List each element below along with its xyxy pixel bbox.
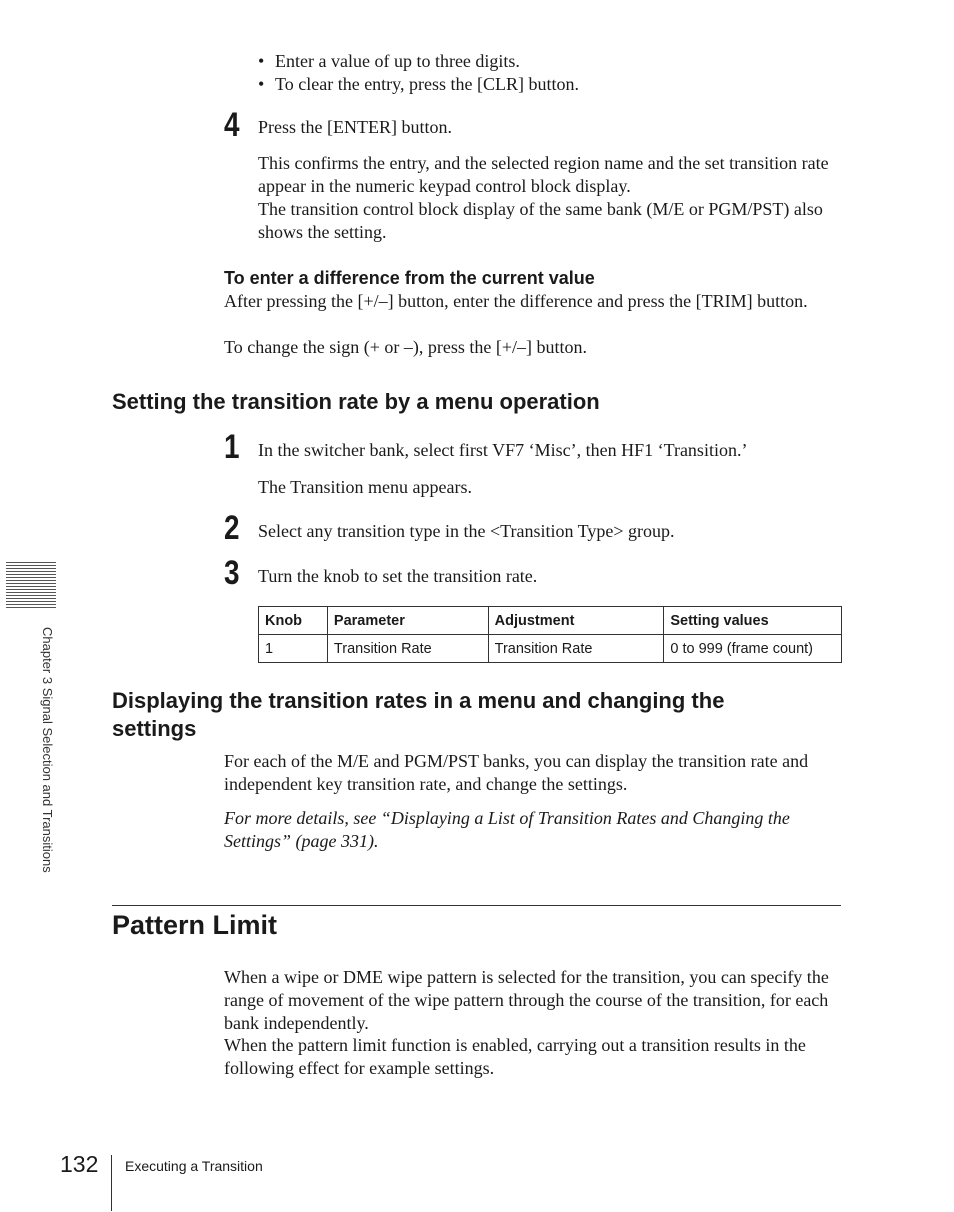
step-paragraph: The transition control block display of the same bank (M/E or PGM/PST) also shows the setting. [258, 199, 823, 242]
footer-divider [111, 1155, 112, 1211]
step-number: 3 [224, 554, 240, 592]
step-text: Turn the knob to set the transition rate. [258, 566, 538, 586]
table-row [259, 635, 842, 663]
chapter-divider [112, 905, 841, 906]
page-number: 132 [60, 1151, 99, 1177]
table-cell: Transition Rate [327, 635, 488, 663]
step-note: The Transition menu appears. [258, 477, 472, 497]
subsection-heading: To enter a difference from the current value [224, 268, 595, 288]
chapter-side-label: Chapter 3 Signal Selection and Transitions [40, 627, 55, 873]
body-paragraph: After pressing the [+/–] button, enter the difference and press the [TRIM] button. [224, 291, 808, 311]
bullet-item: • To clear the entry, press the [CLR] button. [258, 73, 579, 96]
body-paragraph: When the pattern limit function is enabled, carrying out a transition results in the following effect for example settings. [224, 1035, 806, 1078]
body-paragraph: When a wipe or DME wipe pattern is selected for the transition, you can specify the range of movement of the wipe pattern through the course of the transition, for each bank independently. [224, 967, 829, 1033]
body-paragraph: For each of the M/E and PGM/PST banks, you can display the transition rate and independent key transition rate, and change the settings. [224, 751, 809, 794]
table-header-cell: Setting values [664, 607, 842, 635]
body-paragraph: To change the sign (+ or –), press the [+/–] button. [224, 337, 587, 357]
bullet-list [258, 50, 579, 96]
step-text: In the switcher bank, select first VF7 ‘Misc’, then HF1 ‘Transition.’ [258, 440, 748, 460]
footer-section-title: Executing a Transition [125, 1158, 263, 1174]
parameter-table [258, 606, 842, 663]
step-text: Press the [ENTER] button. [258, 117, 452, 137]
table-header-cell: Adjustment [488, 607, 664, 635]
section-heading-line: settings [112, 716, 197, 741]
step-text: Select any transition type in the <Transition Type> group. [258, 521, 675, 541]
step-number: 1 [224, 428, 240, 466]
chapter-tab-marks [6, 562, 56, 612]
section-heading: Setting the transition rate by a menu operation [112, 389, 600, 414]
table-cell: 1 [259, 635, 328, 663]
table-header-cell: Knob [259, 607, 328, 635]
bullet-item: • Enter a value of up to three digits. [258, 50, 579, 73]
table-cell: Transition Rate [488, 635, 664, 663]
table-header-cell: Parameter [327, 607, 488, 635]
step-paragraph: This confirms the entry, and the selected region name and the set transition rate appear in the numeric keypad control block display. [258, 153, 829, 196]
chapter-heading: Pattern Limit [112, 910, 278, 940]
cross-reference: For more details, see “Displaying a List of Transition Rates and Changing the Settings” (page 331). [224, 808, 790, 851]
section-heading [112, 687, 852, 743]
section-heading-line: Displaying the transition rates in a menu and changing the [112, 688, 725, 713]
step-number: 4 [224, 106, 240, 144]
table-cell: 0 to 999 (frame count) [664, 635, 842, 663]
step-number: 2 [224, 509, 240, 547]
table-header-row [259, 607, 842, 635]
